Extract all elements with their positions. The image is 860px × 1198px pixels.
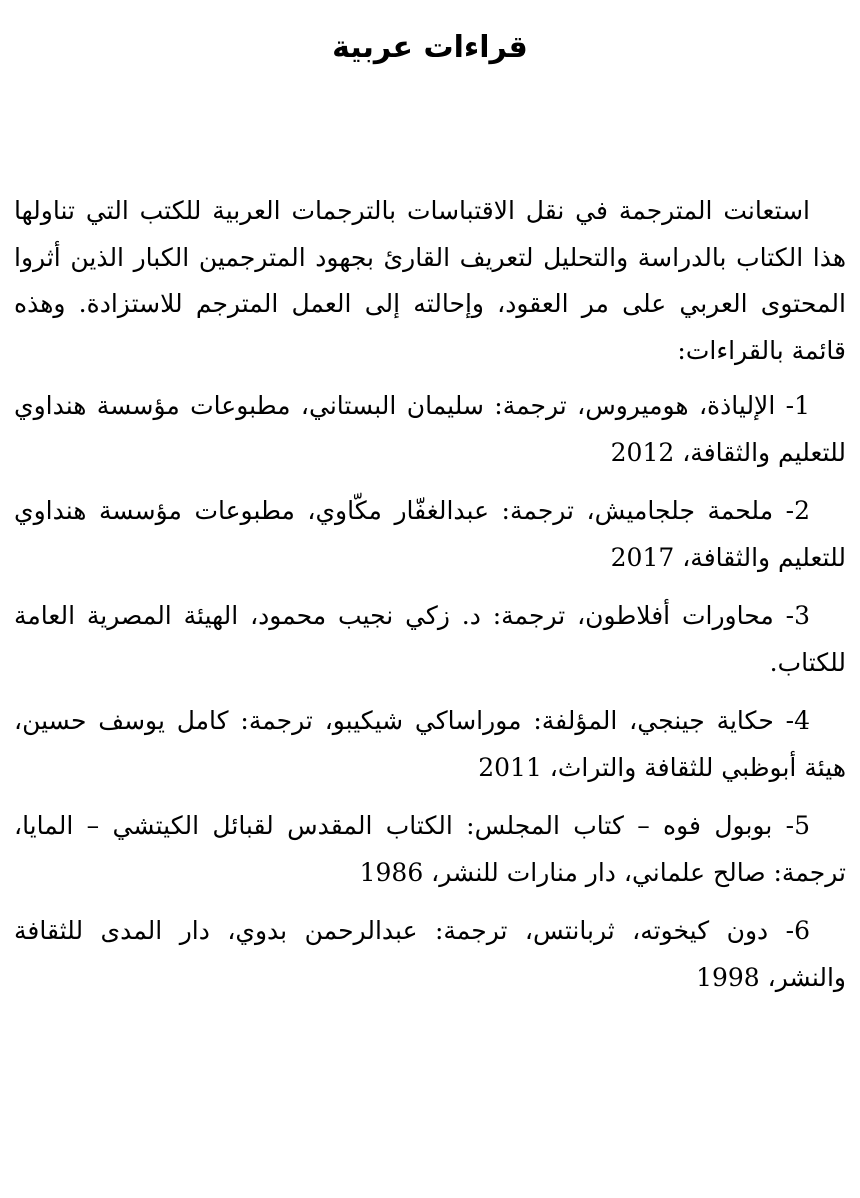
reading-number: 5- (785, 811, 810, 840)
reading-text: الإلياذة، هوميروس، ترجمة: سليمان البستاني، مطبوعات مؤسسة هنداوي للتعليم والثقافة، 2012 (14, 391, 846, 467)
reading-item (14, 698, 846, 791)
document-body (14, 188, 846, 1013)
reading-text: ملحمة جلجاميش، ترجمة: عبدالغفّار مكّاوي، مطبوعات مؤسسة هنداوي للتعليم والثقافة، 2017 (14, 496, 846, 572)
reading-item (14, 803, 846, 896)
reading-item (14, 908, 846, 1001)
reading-text: محاورات أفلاطون، ترجمة: د. زكي نجيب محمود، الهيئة المصرية العامة للكتاب. (14, 601, 846, 677)
reading-text: دون كيخوته، ثربانتس، ترجمة: عبدالرحمن بدوي، دار المدى للثقافة والنشر، 1998 (14, 916, 846, 992)
reading-number: 1- (785, 391, 810, 420)
reading-item (14, 488, 846, 581)
reading-number: 2- (785, 496, 810, 525)
page-title: قراءات عربية (332, 30, 528, 65)
reading-item (14, 383, 846, 476)
reading-text: حكاية جينجي، المؤلفة: موراساكي شيكيبو، ترجمة: كامل يوسف حسين، هيئة أبوظبي للثقافة والتراث، 2011 (14, 706, 846, 782)
reading-text: بوبول فوه – كتاب المجلس: الكتاب المقدس لقبائل الكيتشي – المايا، ترجمة: صالح علماني، دار منارات للنشر، 1986 (14, 811, 846, 887)
intro-paragraph: استعانت المترجمة في نقل الاقتباسات بالترجمات العربية للكتب التي تناولها هذا الكتاب بالدراسة والتحليل لتعريف القارئ بجهود المترجمين الكبار الذين أثروا المحتوى العربي على مر العقود، وإحالته إلى العمل المترجم للاستزادة. وهذه قائمة بالقراءات: (14, 196, 846, 365)
reading-item (14, 593, 846, 686)
reading-number: 3- (785, 601, 810, 630)
reading-number: 6- (785, 916, 810, 945)
reading-number: 4- (785, 706, 810, 735)
